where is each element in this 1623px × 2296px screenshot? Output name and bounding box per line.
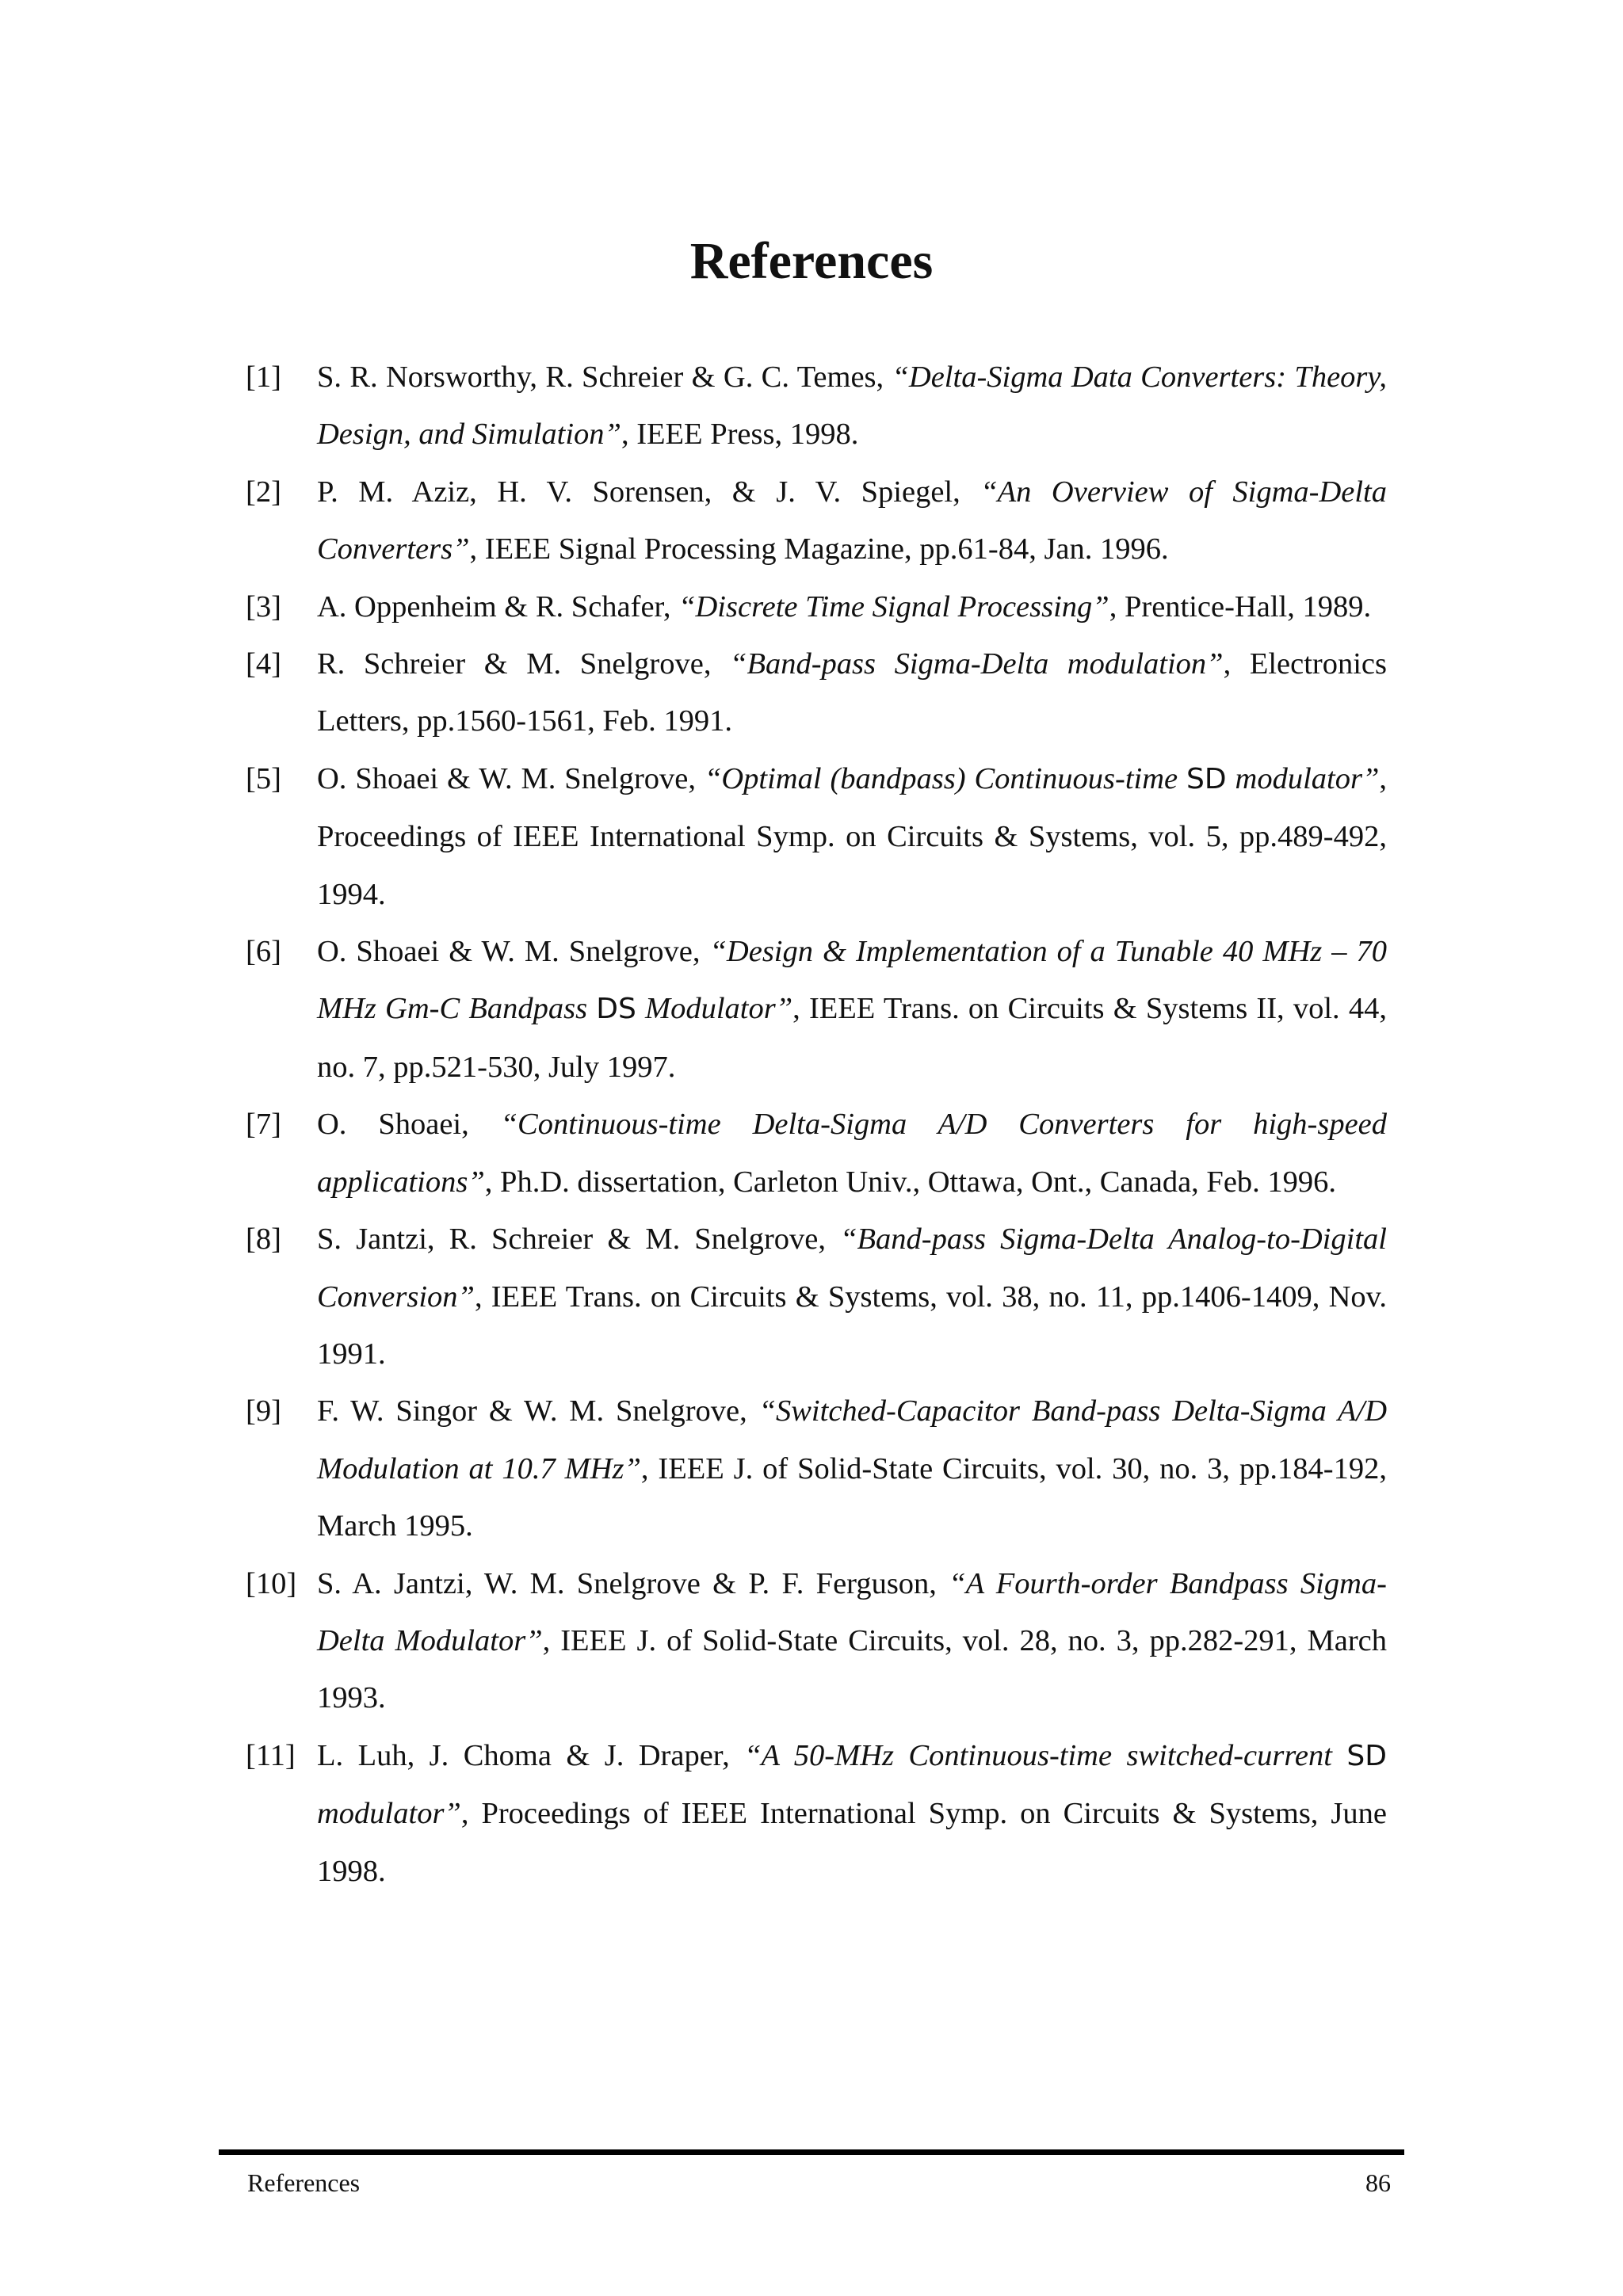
reference-item xyxy=(246,1096,1387,1211)
reference-title: “Switched-Capacitor Band-pass Delta-Sigma A/D Modulation at 10.7 MHz” xyxy=(317,1394,1387,1486)
reference-title: “An Overview of Sigma-Delta Converters” xyxy=(317,475,1388,566)
reference-details: , Prentice-Hall, 1989. xyxy=(1109,589,1372,624)
delta-sigma-symbol: DS xyxy=(596,993,636,1026)
reference-title xyxy=(705,762,1379,795)
reference-authors: P. M. Aziz, H. V. Sorensen, & J. V. Spiegel, xyxy=(317,475,981,509)
reference-details: , IEEE Signal Processing Magazine, pp.61-84, Jan. 1996. xyxy=(469,532,1169,566)
reference-details: , IEEE Trans. on Circuits & Systems, vol. 38, no. 11, pp.1406-1409, Nov. 1991. xyxy=(317,1280,1387,1371)
footer-section-name: References xyxy=(247,2168,361,2197)
reference-authors: L. Luh, J. Choma & J. Draper, xyxy=(317,1738,745,1772)
reference-number: [5] xyxy=(246,761,281,795)
footer-rule xyxy=(219,2149,1404,2155)
reference-number: [8] xyxy=(246,1222,281,1257)
reference-details: , IEEE J. of Solid-State Circuits, vol. 30, no. 3, pp.184-192, March 1995. xyxy=(317,1451,1387,1543)
reference-number: [3] xyxy=(246,589,281,624)
reference-authors: O. Shoaei & W. M. Snelgrove, xyxy=(317,761,705,795)
reference-number: [10] xyxy=(246,1566,297,1600)
sigma-delta-symbol: SD xyxy=(1346,1739,1387,1772)
reference-details: , Electronics Letters, pp.1560-1561, Feb. 1991. xyxy=(317,647,1387,738)
reference-number: [4] xyxy=(246,647,281,681)
reference-details: , IEEE J. of Solid-State Circuits, vol. 28, no. 3, pp.282-291, March 1993. xyxy=(317,1623,1387,1715)
reference-number: [1] xyxy=(246,360,281,394)
reference-details: , Proceedings of IEEE International Symp. on Circuits & Systems, June 1998. xyxy=(317,1797,1387,1888)
reference-authors: R. Schreier & M. Snelgrove, xyxy=(317,647,731,681)
reference-authors: S. A. Jantzi, W. M. Snelgrove & P. F. Ferguson, xyxy=(317,1566,949,1600)
reference-authors: O. Shoaei, xyxy=(317,1108,501,1142)
reference-title-end: modulator” xyxy=(1226,761,1380,795)
reference-title: “Discrete Time Signal Processing” xyxy=(678,589,1109,624)
reference-item xyxy=(246,1555,1387,1727)
reference-title: “Band-pass Sigma-Delta Analog-to-Digital Conversion” xyxy=(317,1222,1387,1314)
reference-title: “A Fourth-order Bandpass Sigma-Delta Modulator” xyxy=(317,1566,1387,1657)
reference-item xyxy=(246,578,1387,635)
reference-authors: O. Shoaei & W. M. Snelgrove, xyxy=(317,935,710,969)
footer-page-number: 86 xyxy=(1365,2168,1391,2197)
reference-item xyxy=(246,923,1387,1096)
reference-item xyxy=(246,1383,1387,1554)
reference-item xyxy=(246,349,1387,463)
reference-title-start: “A 50-MHz Continuous-time switched-current xyxy=(744,1738,1347,1772)
reference-title-end: Modulator” xyxy=(636,992,793,1026)
reference-item xyxy=(246,635,1387,750)
reference-number: [7] xyxy=(246,1108,281,1142)
reference-number: [11] xyxy=(246,1738,296,1772)
reference-title: “Band-pass Sigma-Delta modulation” xyxy=(730,647,1224,681)
sigma-delta-symbol: SD xyxy=(1186,762,1227,795)
reference-item xyxy=(246,750,1387,923)
reference-details: , IEEE Trans. on Circuits & Systems II, vol. 44, no. 7, pp.521-530, July 1997. xyxy=(317,992,1387,1084)
reference-title-start: “Optimal (bandpass) Continuous-time xyxy=(704,761,1187,795)
reference-authors: S. R. Norsworthy, R. Schreier & G. C. Temes, xyxy=(317,360,892,394)
reference-authors: A. Oppenheim & R. Schafer, xyxy=(317,589,679,624)
reference-authors: F. W. Singor & W. M. Snelgrove, xyxy=(317,1394,759,1428)
reference-number: [2] xyxy=(246,475,281,509)
reference-item xyxy=(246,1211,1387,1383)
page-title: References xyxy=(689,232,934,290)
reference-list xyxy=(246,349,1387,1900)
reference-details: , IEEE Press, 1998. xyxy=(621,418,859,452)
reference-details: , Ph.D. dissertation, Carleton Univ., Ottawa, Ont., Canada, Feb. 1996. xyxy=(484,1165,1337,1199)
reference-authors: S. Jantzi, R. Schreier & M. Snelgrove, xyxy=(317,1222,841,1257)
reference-details: , Proceedings of IEEE International Symp. on Circuits & Systems, vol. 5, pp.489-492, 1994. xyxy=(317,761,1387,911)
reference-number: [9] xyxy=(246,1394,281,1428)
reference-title-start: “Design & Implementation of a Tunable 40 MHz – 70 MHz Gm-C Bandpass xyxy=(317,935,1387,1026)
reference-title-end: modulator” xyxy=(317,1797,461,1831)
reference-title: “Continuous-time Delta-Sigma A/D Converters for high-speed applications” xyxy=(317,1108,1387,1199)
reference-title: “Delta-Sigma Data Converters: Theory, Design, and Simulation” xyxy=(317,360,1387,452)
reference-item xyxy=(246,463,1387,578)
reference-number: [6] xyxy=(246,935,281,969)
reference-item xyxy=(246,1727,1387,1900)
